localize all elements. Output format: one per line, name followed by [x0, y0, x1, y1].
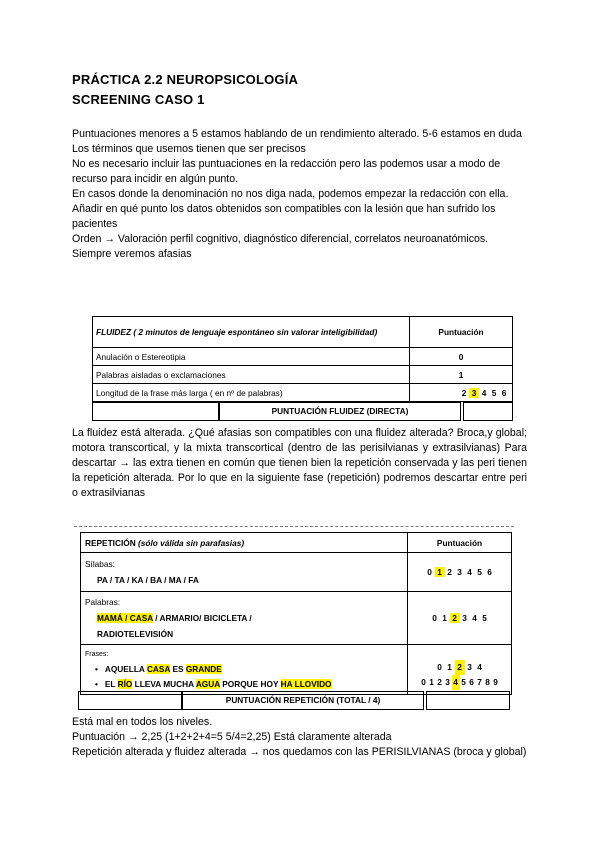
- phrase-2: • EL RÍO LLEVA MUCHA AGUA PORQUE HOY HA LLOVIDO: [95, 679, 332, 689]
- score-option: 5: [477, 567, 482, 577]
- fluency-row-score: 0: [410, 348, 513, 366]
- word-scores: [408, 592, 512, 645]
- words-cell: [81, 592, 408, 645]
- intro-notes: [72, 127, 527, 262]
- fluency-total-blank: [92, 402, 219, 421]
- score-option: 1: [447, 661, 452, 672]
- score-option: 6: [501, 387, 507, 398]
- score-option: 9: [493, 676, 498, 687]
- phrase-highlight: AGUA: [195, 679, 220, 689]
- intro-line: En casos donde la denominación no nos diga nada, podemos empezar la redacción con ella.: [72, 188, 509, 200]
- score-option: 4: [477, 661, 482, 672]
- intro-line: Los términos que usemos tienen que ser precisos: [72, 143, 306, 155]
- repetition-total-blank: [78, 691, 182, 710]
- score-option: 3: [445, 676, 450, 687]
- fluency-total-label: PUNTUACIÓN FLUIDEZ (DIRECTA): [219, 402, 461, 421]
- syllable-scores: [408, 553, 512, 592]
- score-option: 8: [485, 676, 490, 687]
- page-subtitle: SCREENING CASO 1: [72, 92, 205, 107]
- phrase-text: AQUELLA: [104, 664, 147, 674]
- words-items: [85, 610, 403, 626]
- divider: [74, 526, 514, 527]
- score-option: 2: [447, 567, 452, 577]
- fluency-header: FLUIDEZ ( 2 minutos de lenguaje espontáneo sin valorar inteligibilidad): [93, 317, 410, 348]
- score-option: 4: [472, 613, 477, 623]
- score-option: 0: [432, 613, 437, 623]
- fluency-row-label: Anulación o Estereotipia: [93, 348, 410, 366]
- conclusion-line: Está mal en todos los niveles.: [72, 716, 213, 728]
- conclusion-line: Puntuación → 2,25 (1+2+2+4=5 5/4=2,25) Está claramente alterada: [72, 731, 392, 743]
- fluency-row-label: Palabras aisladas o exclamaciones: [93, 366, 410, 384]
- words-rest: / ARMARIO/ BICICLETA /: [152, 613, 252, 623]
- fluency-discussion: La fluidez está alterada. ¿Qué afasias son compatibles con una fluidez alterada? Broca,y global; motora transcortical, y la mixta transcortical (dentro de las perisilvianas y extrasilvianas) Para descartar → las extra tienen en común que tienen bien la repetición conservada y las peri tienen la repetición alterada. Por lo que en la siguiente fase (repetición) podremos descartar entre peri o extrasilvianas: [72, 427, 527, 499]
- phrase-highlight: RÍO: [117, 679, 133, 689]
- intro-line: No es necesario incluir las puntuaciones en la redacción pero las podemos usar a modo de recurso para incidir en algún punto.: [72, 158, 501, 185]
- score-option: 0: [421, 676, 426, 687]
- score-option: 5: [482, 613, 487, 623]
- syllables-items: PA / TA / KA / BA / MA / FA: [97, 575, 199, 585]
- intro-line: Orden → Valoración perfil cognitivo, diagnóstico diferencial, correlatos neuroanatómicos.: [72, 233, 489, 245]
- repetition-total-label: PUNTUACIÓN REPETICIÓN (TOTAL / 4): [182, 691, 424, 710]
- score-option: 4: [467, 567, 472, 577]
- page-title: PRÁCTICA 2.2 NEUROPSICOLOGÍA: [72, 72, 299, 87]
- phrase-highlight: GRANDE: [185, 664, 222, 674]
- score-option: 0: [427, 567, 432, 577]
- intro-line: Añadir en qué punto los datos obtenidos son compatibles con la lesión que han sufrido los pacientes: [72, 203, 496, 230]
- repetition-header-cell: [81, 533, 408, 553]
- fluency-row-label: Longitud de la frase más larga ( en nº de palabras): [93, 384, 410, 402]
- phrases-cell: [81, 645, 408, 695]
- score-option: 3: [462, 613, 467, 623]
- score-option: 2: [461, 387, 467, 398]
- score-option-selected: 4: [452, 675, 460, 690]
- conclusion-notes: [72, 715, 527, 760]
- words-line2: RADIOTELEVISIÓN: [97, 629, 174, 639]
- score-option: 5: [461, 676, 466, 687]
- phrase-1: • AQUELLA CASA ES GRANDE: [95, 664, 222, 674]
- score-option-selected: 1: [435, 567, 445, 577]
- fluency-length-scores: [410, 384, 513, 402]
- repetition-table: [80, 532, 512, 695]
- fluency-table: [92, 316, 513, 402]
- repetition-score-header: Puntuación: [408, 533, 512, 553]
- phrase-highlight: HA LLOVIDO: [280, 679, 332, 689]
- score-option: 0: [437, 661, 442, 672]
- score-option-selected: 3: [469, 388, 479, 398]
- intro-line: Puntuaciones menores a 5 estamos hablando de un rendimiento alterado. 5-6 estamos en duda: [72, 128, 522, 140]
- score-option: 3: [467, 661, 472, 672]
- phrase-highlight: CASA: [146, 664, 171, 674]
- score-option: 3: [457, 567, 462, 577]
- phrase2-score-row: [412, 675, 507, 690]
- words-highlighted: MAMÁ / CASA: [97, 613, 153, 623]
- words-label: Palabras:: [85, 597, 121, 607]
- phrases-label: Frases:: [85, 651, 109, 658]
- fluency-row-score: 1: [410, 366, 513, 384]
- score-option: 6: [469, 676, 474, 687]
- score-option: 7: [477, 676, 482, 687]
- score-option: 4: [481, 387, 487, 398]
- score-option: 6: [487, 567, 492, 577]
- score-option: 5: [491, 387, 497, 398]
- score-option-selected: 2: [455, 660, 465, 675]
- syllables-cell: [81, 553, 408, 592]
- phrase-text: LLEVA MUCHA: [132, 679, 196, 689]
- phrase-scores: [408, 645, 512, 695]
- intro-line: Siempre veremos afasias: [72, 248, 192, 260]
- repetition-header: REPETICIÓN: [85, 537, 136, 548]
- repetition-header-note: (sólo válida sin parafasias): [138, 537, 245, 548]
- score-option: 2: [437, 676, 442, 687]
- fluency-score-header: Puntuación: [410, 317, 513, 348]
- phrase-text: EL: [104, 679, 118, 689]
- syllables-label: Sílabas:: [85, 559, 115, 569]
- score-option-selected: 2: [450, 613, 460, 623]
- phrase-text: PORQUE HOY: [219, 679, 281, 689]
- score-option: 1: [429, 676, 434, 687]
- fluency-total-box: [463, 402, 513, 421]
- repetition-total-box: [426, 691, 510, 710]
- score-option: 1: [442, 613, 447, 623]
- phrase-text: ES: [170, 664, 186, 674]
- conclusion-line: Repetición alterada y fluidez alterada → nos quedamos con las PERISILVIANAS (broca y global): [72, 746, 527, 758]
